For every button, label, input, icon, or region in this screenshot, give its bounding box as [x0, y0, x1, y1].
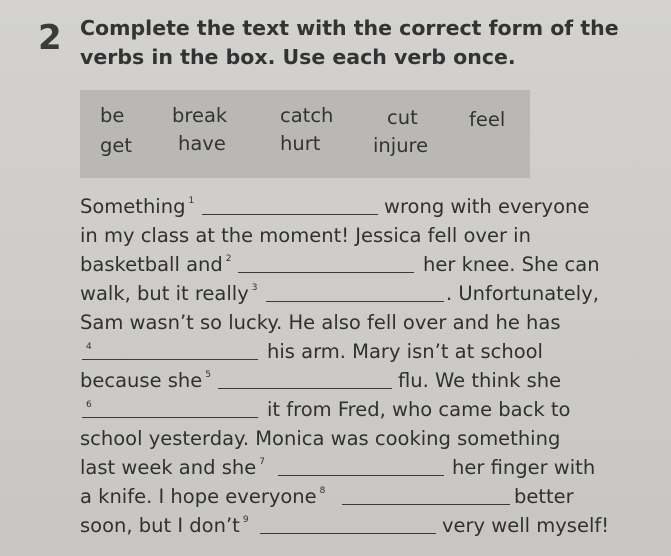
text-segment: wrong with everyone — [384, 195, 590, 218]
verb-feel: feel — [469, 108, 506, 131]
text-line — [80, 482, 608, 511]
gap-number: 5 — [205, 370, 212, 380]
gap-number: 4 — [86, 342, 92, 352]
text-segment: better — [514, 485, 574, 508]
exercise-instruction: Complete the text with the correct form of the verbs in the box. Use each verb once. — [80, 16, 619, 69]
text-segment: a knife. I hope everyone — [80, 485, 317, 508]
text-line — [80, 424, 608, 453]
answer-gap-1[interactable] — [202, 192, 378, 215]
gap-number: 2 — [225, 254, 232, 264]
text-segment: flu. We think she — [398, 369, 562, 392]
answer-gap-7[interactable] — [278, 453, 444, 476]
text-line — [80, 366, 608, 395]
text-segment: because she — [80, 369, 203, 392]
verb-get: get — [100, 134, 133, 157]
verb-have: have — [178, 132, 226, 155]
verb-hurt: hurt — [280, 132, 321, 155]
text-line — [80, 221, 608, 250]
verb-be: be — [100, 104, 125, 127]
text-segment: her knee. She can — [423, 253, 600, 276]
text-segment: Sam wasn’t so lucky. He also fell over and he has — [80, 311, 561, 334]
text-segment: in my class at the moment! Jessica fell over in — [80, 224, 531, 247]
gap-number: 1 — [188, 196, 195, 206]
text-line — [80, 453, 608, 482]
answer-gap-3[interactable] — [266, 279, 444, 302]
text-line — [80, 511, 608, 540]
verb-cut: cut — [387, 106, 418, 129]
text-segment: school yesterday. Monica was cooking something — [80, 427, 561, 450]
text-segment: walk, but it really — [80, 282, 249, 305]
text-segment: very well myself! — [442, 514, 610, 537]
verb-break: break — [172, 104, 228, 127]
gap-number: 6 — [86, 400, 92, 410]
answer-gap-5[interactable] — [218, 366, 392, 389]
gap-number: 8 — [319, 486, 326, 496]
answer-gap-4[interactable] — [82, 337, 258, 360]
exercise-number: 2 — [38, 18, 62, 58]
verb-catch: catch — [280, 104, 334, 127]
text-line — [80, 279, 608, 308]
text-segment: last week and she — [80, 456, 257, 479]
text-segment: basketball and — [80, 253, 223, 276]
gap-number: 9 — [242, 515, 249, 525]
exercise-text — [80, 192, 608, 540]
verb-injure: injure — [373, 134, 429, 157]
text-segment: his arm. Mary isn’t at school — [267, 340, 543, 363]
answer-gap-9[interactable] — [260, 511, 436, 534]
gap-number: 3 — [251, 283, 258, 293]
text-line — [80, 192, 608, 221]
text-line — [80, 308, 608, 337]
answer-gap-6[interactable] — [82, 395, 258, 418]
answer-gap-2[interactable] — [238, 250, 414, 273]
text-segment: soon, but I don’t — [80, 514, 240, 537]
text-line — [80, 250, 608, 279]
answer-gap-8[interactable] — [342, 482, 510, 505]
gap-number: 7 — [259, 457, 265, 467]
verb-box — [80, 90, 530, 178]
text-line — [80, 395, 608, 424]
text-line — [80, 337, 608, 366]
text-segment: Something — [80, 195, 186, 218]
text-segment: it from Fred, who came back to — [267, 398, 571, 421]
text-segment: her finger with — [452, 456, 596, 479]
text-segment: . Unfortunately, — [446, 282, 599, 305]
